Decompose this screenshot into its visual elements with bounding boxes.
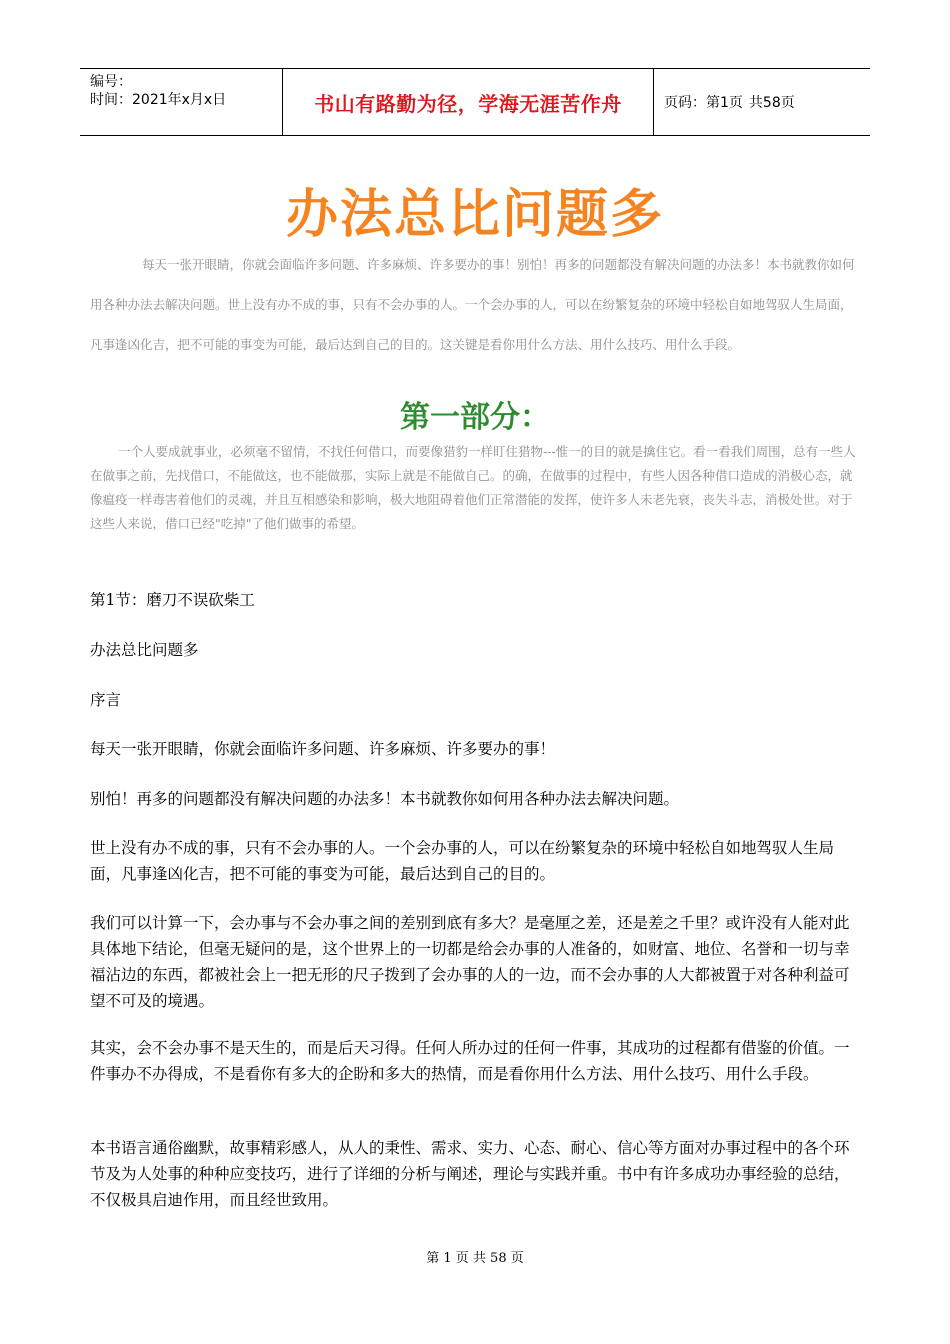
header-motto: 书山有路勤为径，学海无涯苦作舟 — [314, 91, 622, 116]
page-footer: 第 1 页 共 58 页 — [426, 1251, 524, 1266]
preface-heading: 序言 — [90, 691, 122, 709]
intro-text: 每天一张开眼睛，你就会面临许多问题、许多麻烦、许多要办的事！别怕！再多的问题都没有解决问题的办法多！本书就教你如何用各种办法去解决问题。世上没有办不成的事，只有不会办事的人。一个会办事的人，可以在纷繁复杂的环境中轻松自如地驾驭人生局面，凡事逢凶化吉，把不可能的事变为可能，最后达到自己的目的。这关键是看你用什么方法、用什么技巧、用什么手段。 — [90, 257, 855, 352]
paragraph: 世上没有办不成的事，只有不会办事的人。一个会办事的人，可以在纷繁复杂的环境中轻松自如地驾驭人生局面，凡事逢凶化吉，把不可能的事变为可能，最后达到自己的目的。 — [90, 839, 835, 883]
paragraph: 别怕！再多的问题都没有解决问题的办法多！本书就教你如何用各种办法去解决问题。 — [90, 790, 680, 808]
section-heading: 第1节：磨刀不误砍柴工 — [90, 591, 255, 609]
book-title-line: 办法总比问题多 — [90, 641, 199, 659]
paragraph: 每天一张开眼睛，你就会面临许多问题、许多麻烦、许多要办的事！ — [90, 740, 556, 758]
header-table — [80, 68, 870, 136]
header-motto-cell — [282, 69, 654, 135]
paragraph: 其实，会不会办事不是天生的，而是后天习得。任何人所办过的任何一件事，其成功的过程都有借鉴的价值。一件事办不办得成，不是看你有多大的企盼和多大的热情，而是看你用什么方法、用什么技巧、用什么手段。 — [90, 1039, 850, 1083]
paragraph: 本书语言通俗幽默，故事精彩感人，从人的秉性、需求、实力、心态、耐心、信心等方面对办事过程中的各个环节及为人处事的种种应变技巧，进行了详细的分析与阐述，理论与实践并重。书中有许多成功办事经验的总结，不仅极具启迪作用，而且经世致用。 — [90, 1139, 850, 1209]
header-page-info — [654, 69, 870, 135]
intro-paragraph — [90, 245, 860, 365]
date-label: 时间：2021年x月x日 — [90, 92, 227, 108]
page-info-current: 页码：第1页 — [664, 95, 743, 111]
paragraph: 我们可以计算一下，会办事与不会办事之间的差别到底有多大？是毫厘之差，还是差之千里？或许没有人能对此具体地下结论，但毫无疑问的是，这个世界上的一切都是给会办事的人准备的，如财富、地位、名誉和一切与幸福沾边的东西，都被社会上一把无形的尺子拨到了会办事的人的一边，而不会办事的人大都被置于对各种利益可望不可及的境遇。 — [90, 914, 850, 1010]
number-label: 编号： — [90, 74, 132, 90]
document-title: 办法总比问题多 — [285, 185, 664, 245]
page-info-total: 共58页 — [748, 95, 795, 111]
part-one-body: 一个人要成就事业，必须毫不留情，不找任何借口，而要像猎豹一样盯住猎物---惟一的目的就是擒住它。看一看我们周围，总有一些人在做事之前，先找借口，不能做这，也不能做那，实际上就是不能做自己。的确，在做事的过程中，有些人因各种借口造成的消极心态，就像瘟疫一样毒害着他们的灵魂，并且互相感染和影响，极大地阻碍着他们正常潜能的发挥，使许多人未老先衰，丧失斗志，消极处世。对于这些人来说，借口已经"吃掉"了他们做事的希望。 — [90, 444, 856, 531]
header-meta — [80, 69, 282, 135]
part-one-heading: 第一部分： — [400, 400, 550, 435]
